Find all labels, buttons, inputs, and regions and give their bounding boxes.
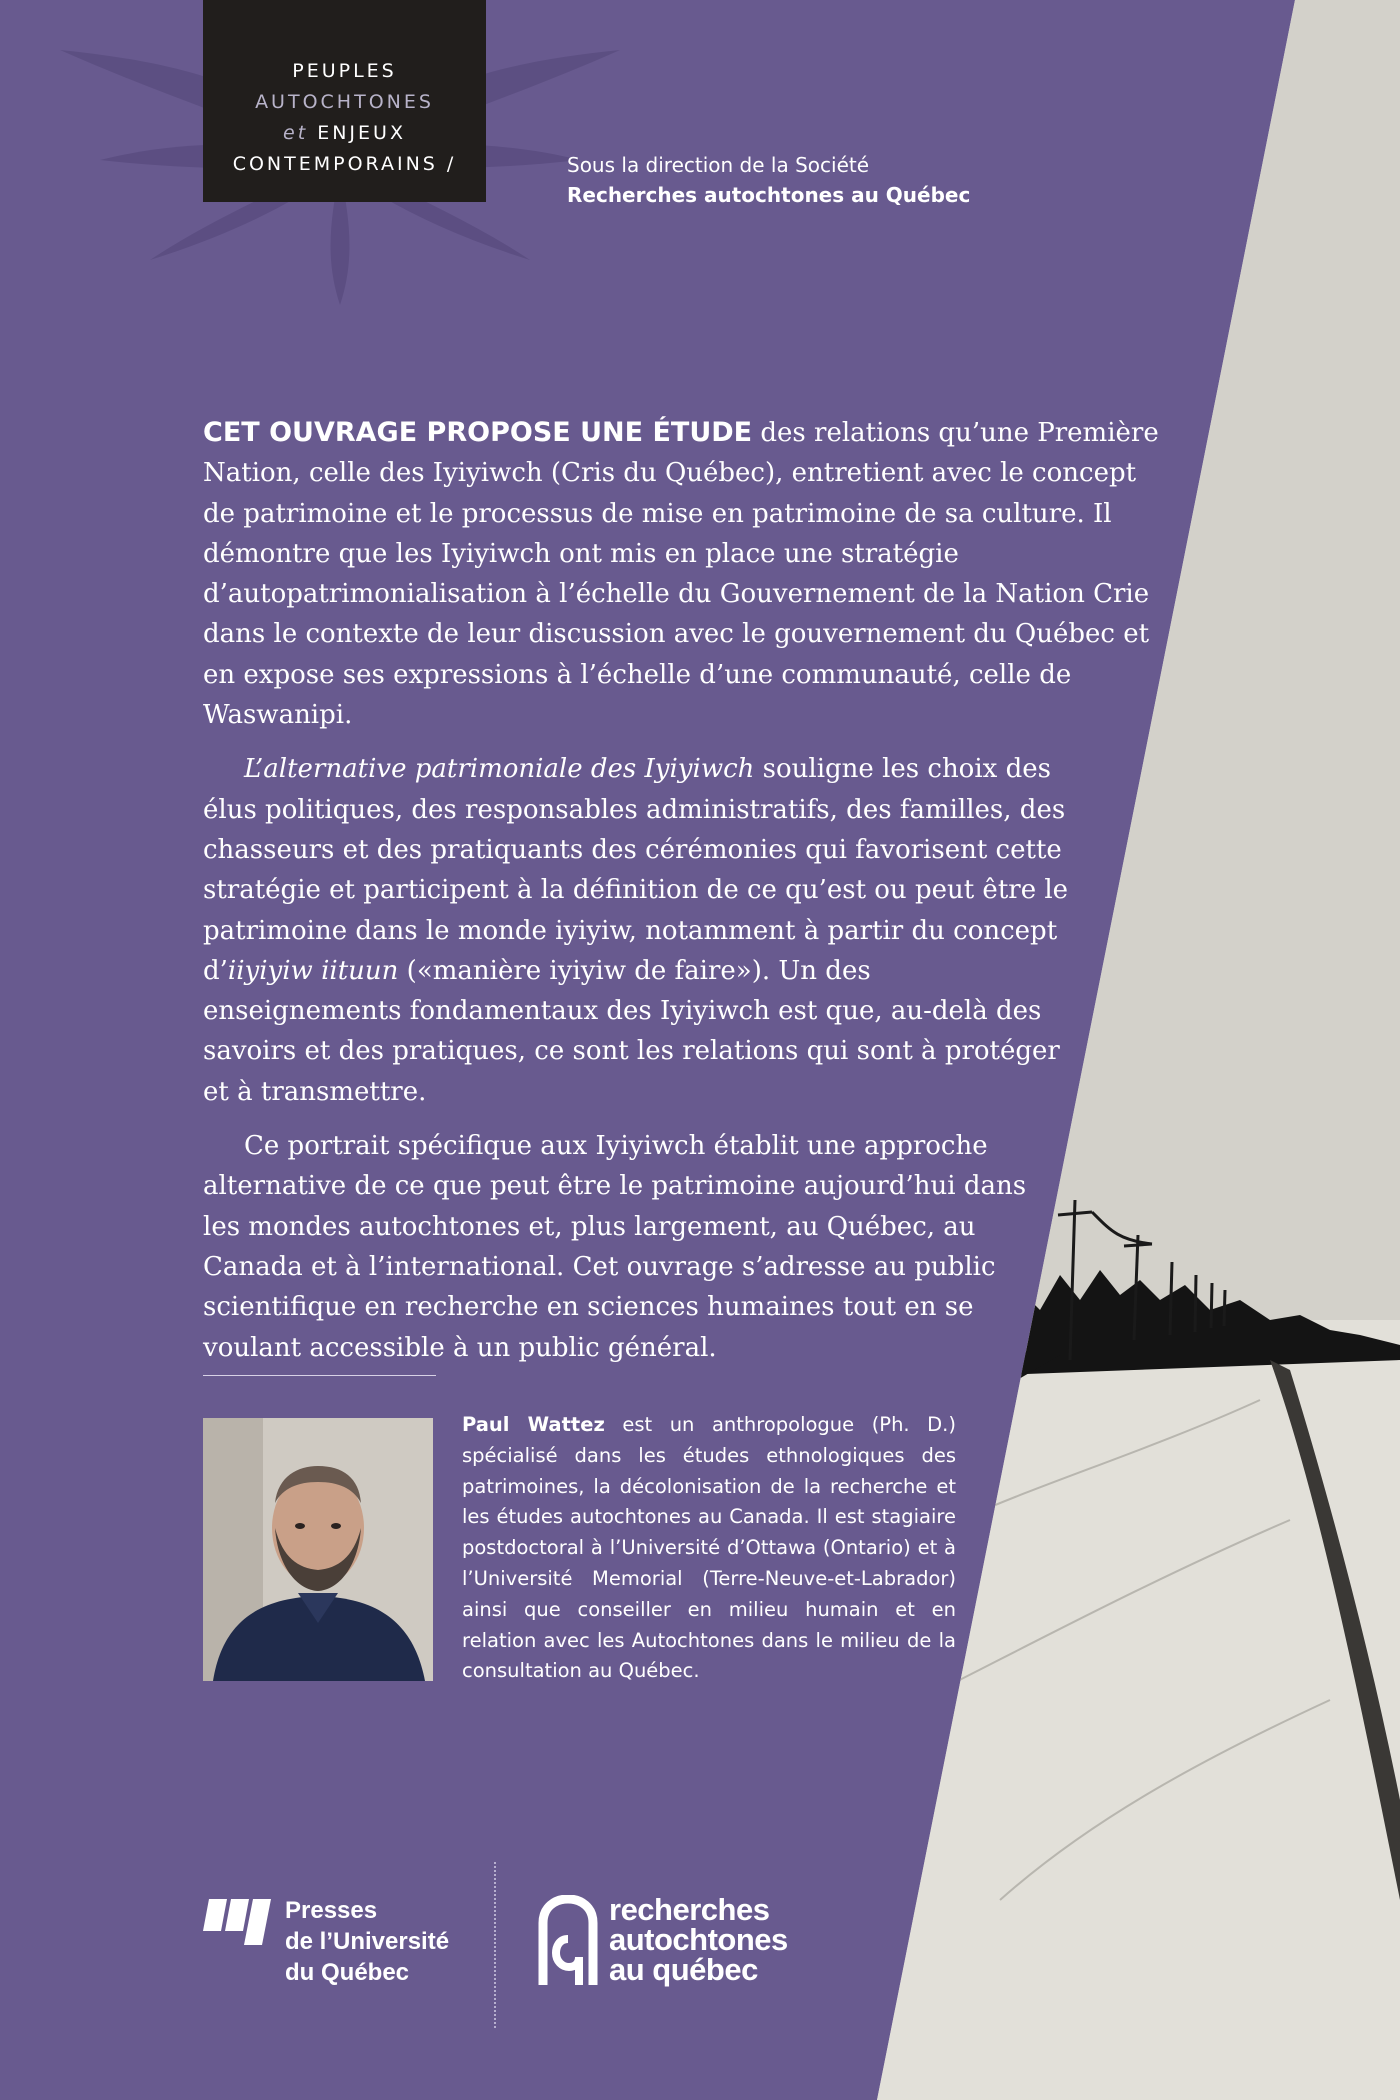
- author-name: Paul Wattez: [462, 1413, 605, 1436]
- series-line: CONTEMPORAINS /: [232, 153, 457, 175]
- direction-line: Sous la direction de la Société: [567, 153, 870, 177]
- logo-divider: [494, 1862, 496, 2028]
- raq-line: autochtones: [609, 1922, 788, 1957]
- description-paragraph: [203, 749, 1073, 1112]
- puq-line: de l’Université: [285, 1928, 450, 1955]
- raq-wordmark: [609, 1892, 788, 1987]
- cree-term: iiyiyiw iituun: [227, 955, 399, 986]
- raq-logo: [537, 1892, 788, 1991]
- raq-logo-icon: [537, 1895, 599, 1991]
- puq-line: du Québec: [285, 1959, 410, 1986]
- series-et: et: [283, 122, 309, 144]
- series-line: AUTOCHTONES: [255, 91, 434, 113]
- description-lead: CET OUVRAGE PROPOSE UNE ÉTUDE: [203, 417, 753, 448]
- puq-logo: [203, 1895, 449, 1988]
- series-enjeux: ENJEUX: [308, 122, 406, 144]
- book-description: [203, 413, 1163, 1382]
- puq-logo-icon: [203, 1895, 273, 1947]
- series-line: PEUPLES: [292, 60, 397, 82]
- raq-line: recherches: [609, 1892, 770, 1927]
- author-photo: [203, 1418, 433, 1681]
- description-text: souligne les choix des élus politiques, des responsables administratifs, des familles, des chasseurs et des pratiquants des cérémonies qui favorisent cette stratégie et participent à la définition de ce qu’est ou peut être le patrimoine dans le monde iyiyiw, notamment à partir du concept d’: [203, 754, 1069, 986]
- series-label-box: [203, 0, 486, 202]
- author-bio-text: est un anthropologue (Ph. D.) spécialisé dans les études ethnologiques des patrimoines, la décolonisation de la recherche et les études autochtones au Canada. Il est stagiaire postdoctoral à l’Université d’Ottawa (Ontario) et à l’Université Memorial (Terre-Neuve-et-Labrador) ainsi que conseiller en milieu humain et en relation avec les Autochtones dans le milieu de la consultation au Québec.: [462, 1413, 956, 1683]
- description-text: («manière iyiyiw de faire»). Un des enseignements fondamentaux des Iyiyiwch est que, au-delà des savoirs et des pratiques, ce sont les relations qui sont à protéger et à transmettre.: [203, 955, 1060, 1107]
- puq-wordmark: [285, 1895, 449, 1988]
- direction-society: Recherches autochtones au Québec: [567, 183, 971, 207]
- description-paragraph: [203, 413, 1163, 735]
- puq-line: Presses: [285, 1897, 378, 1924]
- series-line: [203, 118, 486, 149]
- description-text: des relations qu’une Première Nation, celle des Iyiyiwch (Cris du Québec), entretient avec le concept de patrimoine et le processus de mise en patrimoine de sa culture. Il démontre que les Iyiyiwch ont mis en place une stratégie d’autopatrimonialisation à l’échelle du Gouvernement de la Nation Crie dans le contexte de leur discussion avec le gouvernement du Québec et en expose ses expressions à l’échelle d’une communauté, celle de Waswanipi.: [203, 418, 1159, 731]
- raq-line: au québec: [609, 1952, 758, 1987]
- description-paragraph: Ce portrait spécifique aux Iyiyiwch établit une approche alternative de ce que peut être le patrimoine aujourd’hui dans les mondes autochtones et, plus largement, au Québec, au Canada et à l’international. Cet ouvrage s’adresse au public scientifique en recherche en sciences humaines tout en se voulant accessible à un public général.: [203, 1131, 1027, 1363]
- direction-note: [567, 150, 970, 210]
- author-bio: [462, 1410, 956, 1687]
- divider-rule: [203, 1375, 436, 1376]
- book-title: L’alternative patrimoniale des Iyiyiwch: [244, 754, 755, 785]
